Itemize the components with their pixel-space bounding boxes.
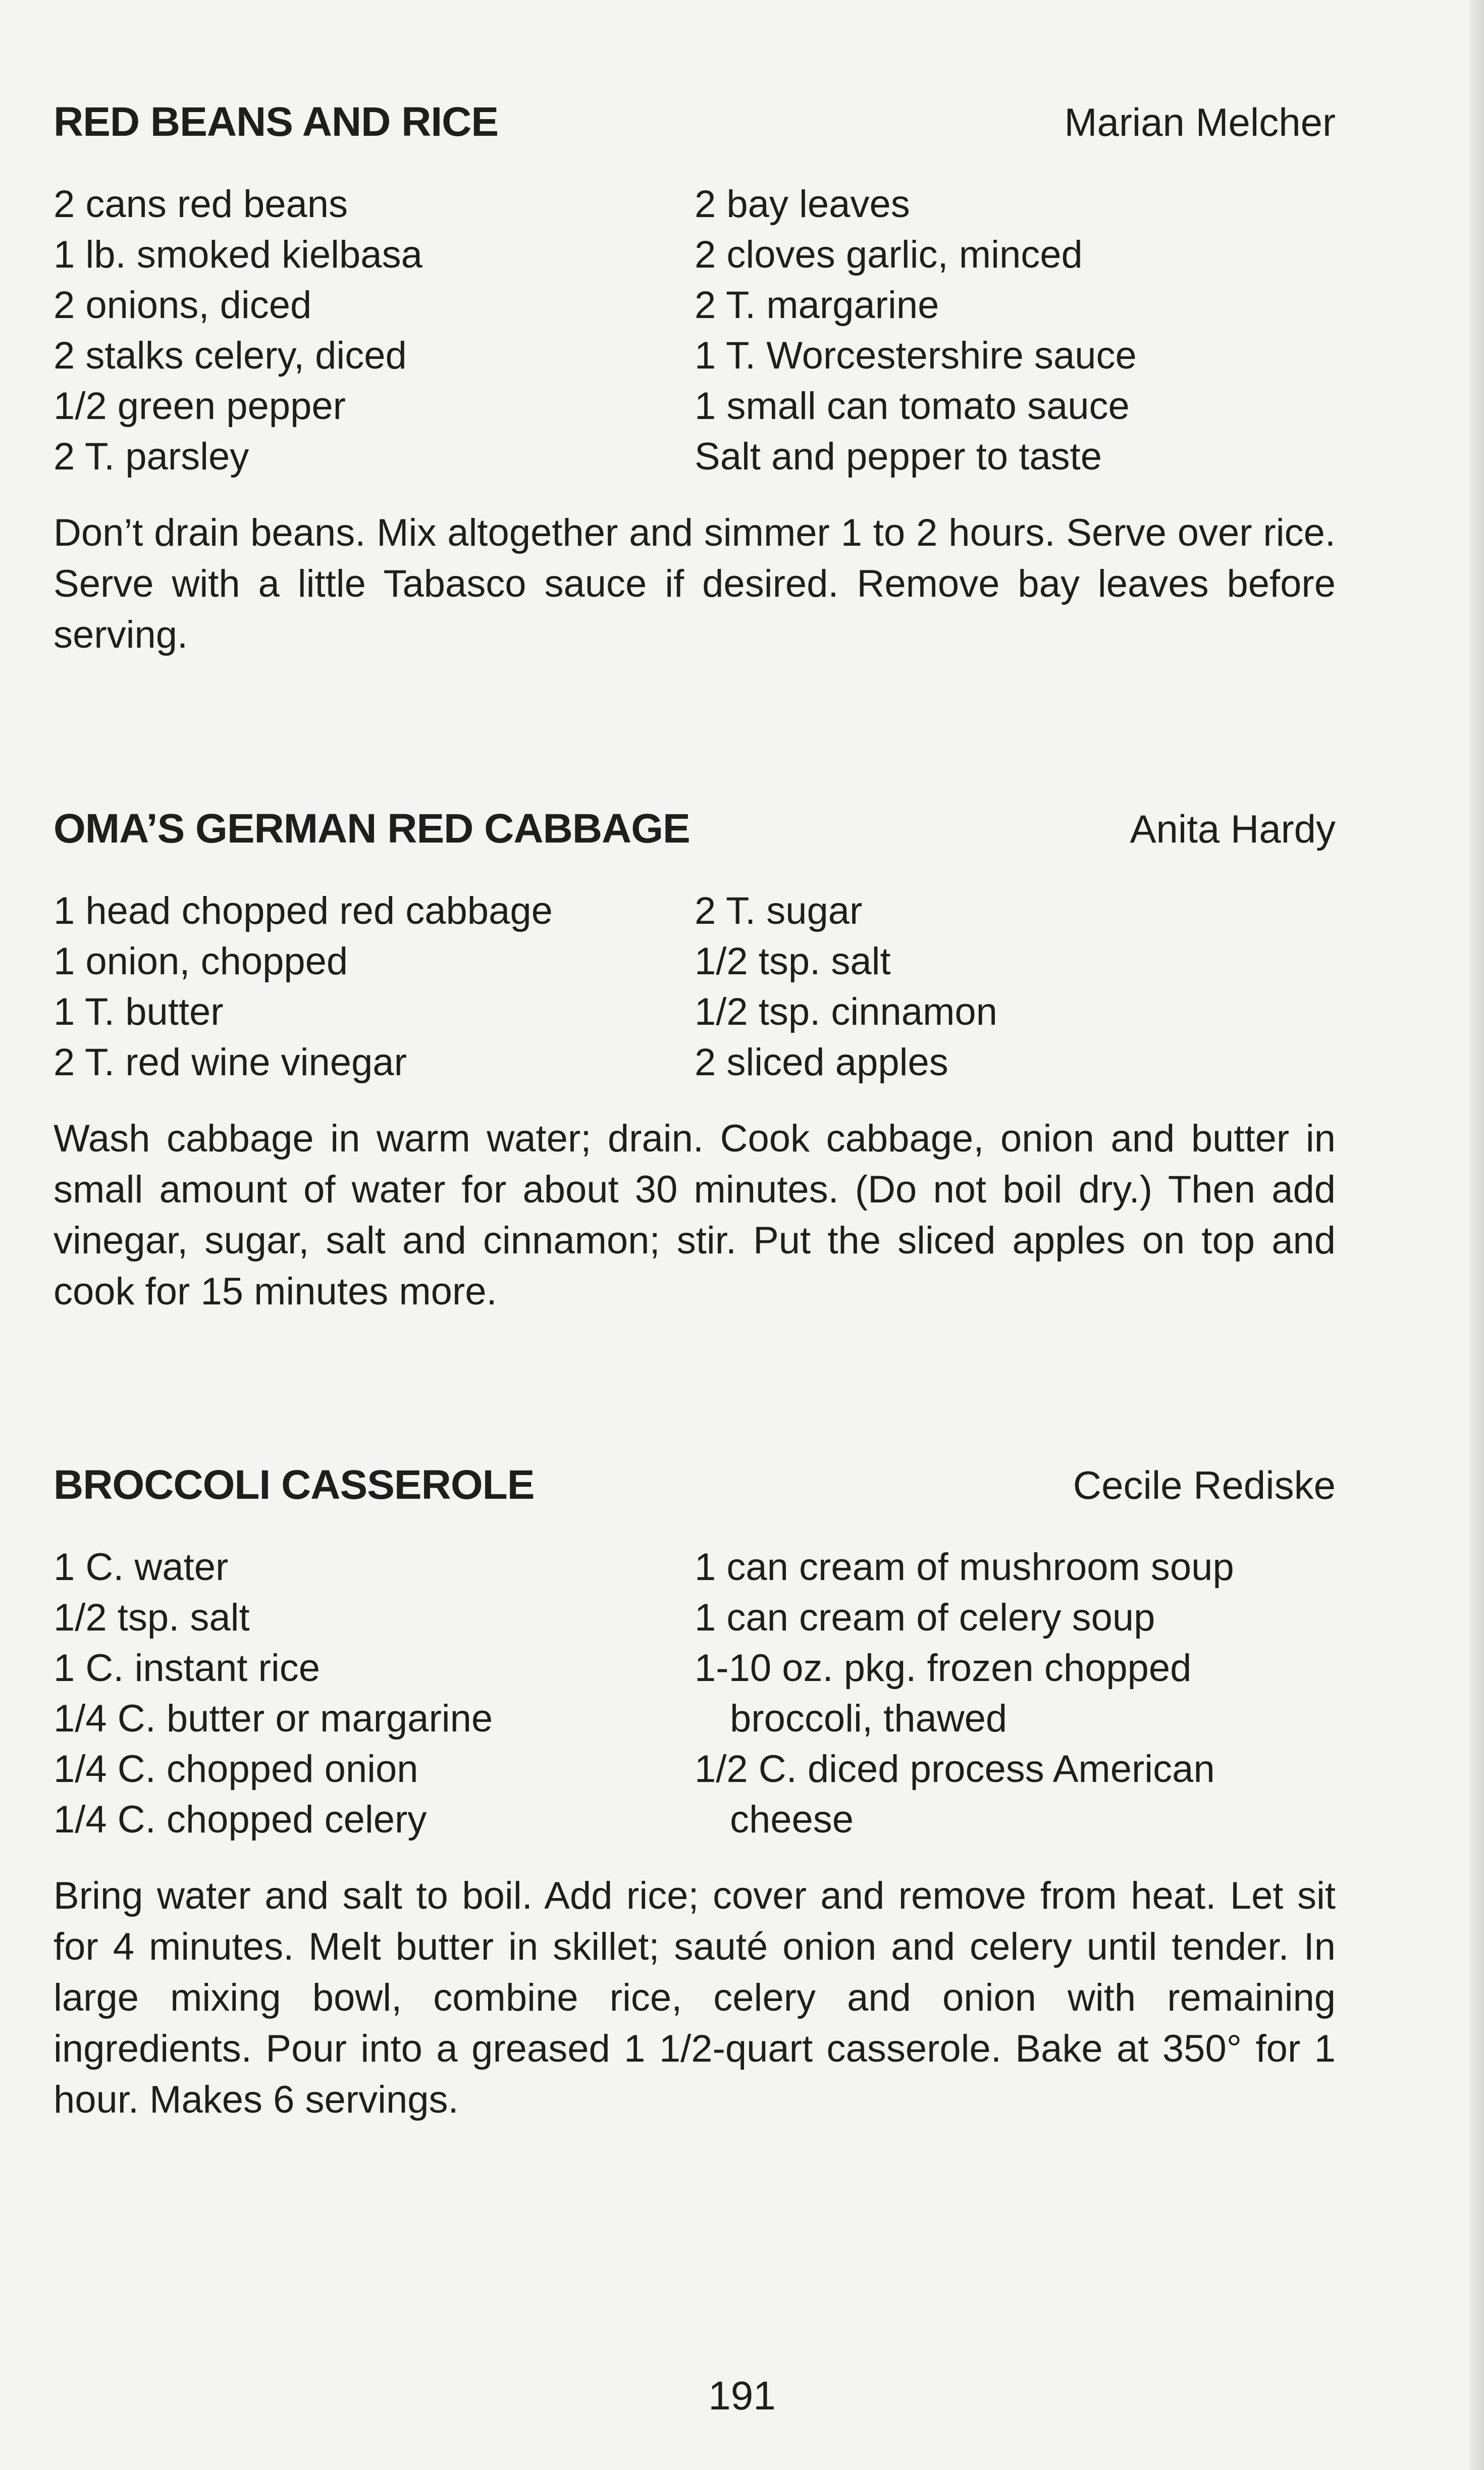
ingredient-item: 2 T. parsley <box>54 435 249 478</box>
ingredient-item: 1 can cream of mushroom soup <box>695 1546 1234 1589</box>
ingredient-column-right <box>695 1542 1336 1845</box>
ingredient-item: 1/2 tsp. salt <box>54 1596 250 1639</box>
ingredient-item: 1 head chopped red cabbage <box>54 889 553 932</box>
ingredient-item: 1 can cream of celery soup <box>695 1596 1155 1639</box>
ingredient-item-continuation: broccoli, thawed <box>730 1697 1008 1740</box>
recipe-instructions: Don’t drain beans. Mix altogether and simmer 1 to 2 hours. Serve over rice. Serve with a little Tabasco sauce if desired. Remove bay leaves before serving. <box>54 511 1336 656</box>
ingredient-item: 2 sliced apples <box>695 1041 948 1084</box>
page-edge <box>1470 0 1484 2470</box>
ingredient-item: 1/4 C. chopped onion <box>54 1748 418 1791</box>
recipe-title: BROCCOLI CASSEROLE <box>54 1462 535 1508</box>
recipe-omas-german-red-cabbage <box>54 805 1336 1317</box>
ingredient-item: 1 T. butter <box>54 990 224 1033</box>
ingredient-column-left <box>54 179 695 482</box>
ingredient-item: 1 lb. smoked kielbasa <box>54 233 422 276</box>
ingredient-item: 2 cans red beans <box>54 183 348 226</box>
ingredient-item: 1/2 tsp. salt <box>695 940 891 983</box>
ingredient-item: 2 T. margarine <box>695 284 939 327</box>
ingredient-column-left <box>54 886 695 1088</box>
ingredient-item: 2 bay leaves <box>695 183 910 226</box>
recipe-instructions: Wash cabbage in warm water; drain. Cook cabbage, onion and butter in small amount of water for about 30 minutes. (Do not boil dry.) Then add vinegar, sugar, salt and cinnamon; stir. Put the sliced apples on top and cook for 15 minutes more. <box>54 1117 1336 1313</box>
page-number: 191 <box>708 2373 776 2418</box>
ingredient-item: Salt and pepper to taste <box>695 435 1102 478</box>
ingredient-item: 1/2 tsp. cinnamon <box>695 990 997 1033</box>
ingredient-item: 1/4 C. butter or margarine <box>54 1697 493 1740</box>
recipe-header <box>54 1461 1336 1517</box>
recipe-header <box>54 805 1336 861</box>
recipe-header <box>54 98 1336 154</box>
ingredient-item: 2 T. red wine vinegar <box>54 1041 407 1084</box>
ingredient-column-left <box>54 1542 695 1845</box>
ingredient-list <box>54 179 1336 482</box>
recipe-red-beans-and-rice <box>54 98 1336 660</box>
ingredient-item: 1/4 C. chopped celery <box>54 1798 427 1841</box>
recipe-author: Anita Hardy <box>1130 807 1336 851</box>
ingredient-list <box>54 886 1336 1088</box>
ingredient-item: 2 cloves garlic, minced <box>695 233 1083 276</box>
recipe-title: OMA’S GERMAN RED CABBAGE <box>54 806 690 852</box>
ingredient-item: 1 C. water <box>54 1546 229 1589</box>
ingredient-column-right <box>695 886 1336 1088</box>
ingredient-item: 1 onion, chopped <box>54 940 348 983</box>
ingredient-item-continuation: cheese <box>730 1798 854 1841</box>
ingredient-item: 1-10 oz. pkg. frozen chopped <box>695 1647 1192 1690</box>
recipe-title: RED BEANS AND RICE <box>54 99 499 145</box>
ingredient-item: 1 T. Worcestershire sauce <box>695 334 1137 377</box>
ingredient-item: 1 small can tomato sauce <box>695 385 1130 428</box>
ingredient-item: 1/2 C. diced process American <box>695 1748 1215 1791</box>
recipe-broccoli-casserole <box>54 1461 1336 2125</box>
ingredient-item: 2 stalks celery, diced <box>54 334 407 377</box>
ingredient-column-right <box>695 179 1336 482</box>
recipe-author: Cecile Rediske <box>1073 1463 1336 1507</box>
recipe-author: Marian Melcher <box>1064 100 1336 144</box>
ingredient-item: 1 C. instant rice <box>54 1647 320 1690</box>
ingredient-item: 1/2 green pepper <box>54 385 346 428</box>
ingredient-list <box>54 1542 1336 1845</box>
ingredient-item: 2 onions, diced <box>54 284 312 327</box>
ingredient-item: 2 T. sugar <box>695 889 863 932</box>
recipe-instructions: Bring water and salt to boil. Add rice; cover and remove from heat. Let sit for 4 minutes. Melt butter in skillet; sauté onion and celery until tender. In large mixing bowl, combine rice, celery and onion with remaining ingredients. Pour into a greased 1 1/2-quart casserole. Bake at 350° for 1 hour. Makes 6 servings. <box>54 1874 1336 2121</box>
